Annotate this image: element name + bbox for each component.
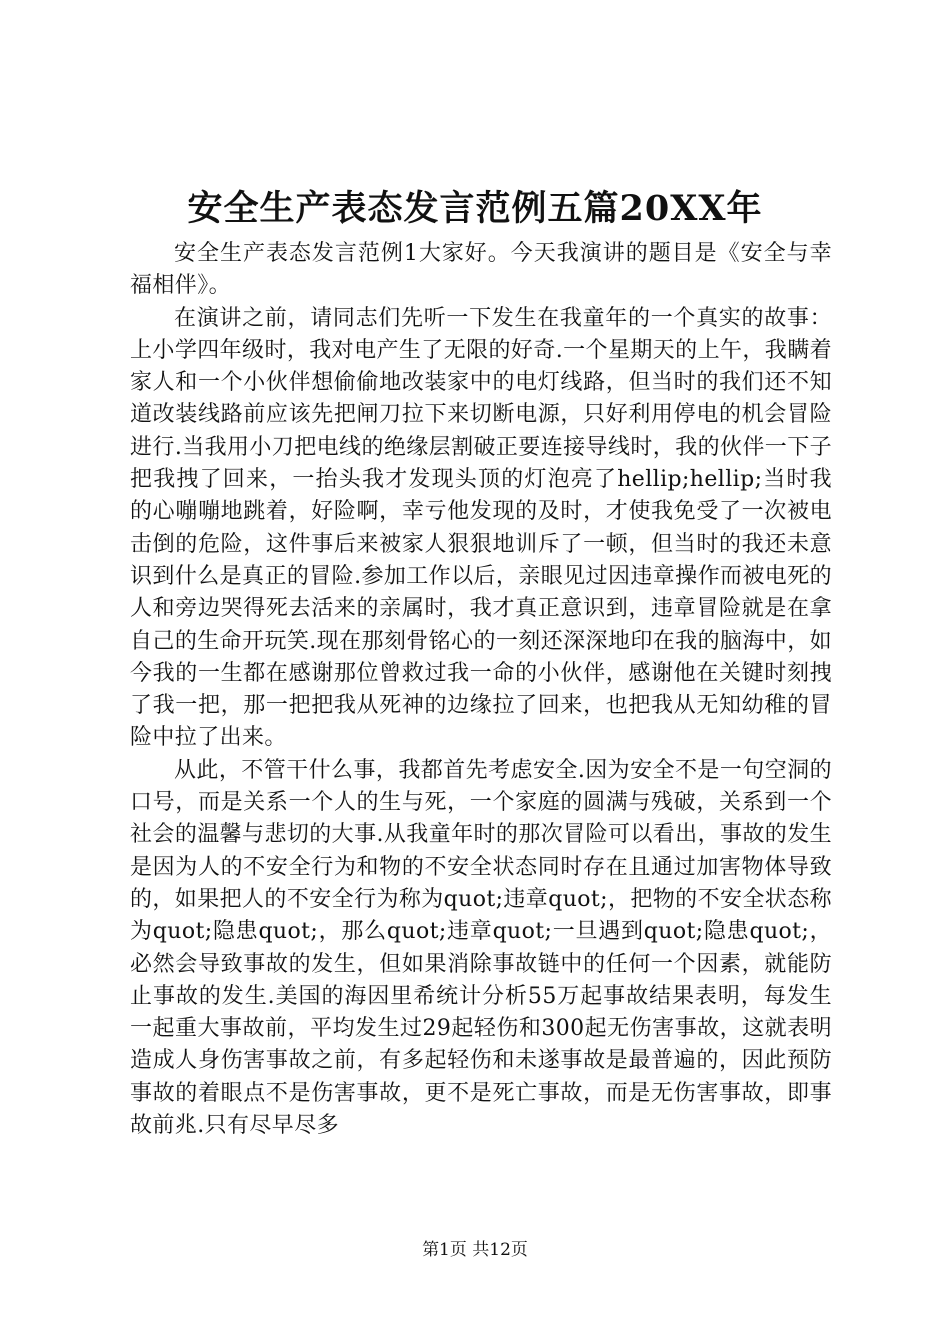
page-footer: 第1页 共12页 <box>422 1240 528 1260</box>
paragraph-1: 安全生产表态发言范例1大家好。今天我演讲的题目是《安全与幸福相伴》。 <box>130 241 832 299</box>
document-title: 安全生产表态发言范例五篇20XX年 <box>187 188 763 229</box>
paragraph-3: 从此，不管干什么事，我都首先考虑安全.因为安全不是一句空洞的口号，而是关系一个人的生与死，一个家庭的圆满与残破，关系到一个社会的温馨与悲切的大事.从我童年时的那次冒险可以看出，事故的发生是因为人的不安全行为和物的不安全状态同时存在且通过加害物体导致的，如果把人的不安全行为称为quot;违章quot;，把物的不安全状态称为quot;隐患quot;，那么quot;违章quot;一旦遇到quot;隐患quot;，必然会导致事故的发生，但如果消除事故链中的任何一个因素，就能防止事故的发生.美国的海因里希统计分析55万起事故结果表明，每发生一起重大事故前，平均发生过29起轻伤和300起无伤害事故，这就表明造成人身伤害事故之前，有多起轻伤和未遂事故是最普遍的，因此预防事故的着眼点不是伤害事故，更不是死亡事故，而是无伤害事故，即事故前兆.只有尽早尽多 <box>130 757 832 1139</box>
document-body <box>130 238 832 1142</box>
paragraph-2: 在演讲之前，请同志们先听一下发生在我童年的一个真实的故事：上小学四年级时，我对电产生了无限的好奇.一个星期天的上午，我瞒着家人和一个小伙伴想偷偷地改装家中的电灯线路，但当时的我们还不知道改装线路前应该先把闸刀拉下来切断电源，只好利用停电的机会冒险进行.当我用小刀把电线的绝缘层割破正要连接导线时，我的伙伴一下子把我拽了回来，一抬头我才发现头顶的灯泡亮了hellip;hellip;当时我的心嘣嘣地跳着，好险啊，幸亏他发现的及时，才使我免受了一次被电击倒的危险，这件事后来被家人狠狠地训斥了一顿，但当时的我还未意识到什么是真正的冒险.参加工作以后，亲眼见过因违章操作而被电死的人和旁边哭得死去活来的亲属时，我才真正意识到，违章冒险就是在拿自己的生命开玩笑.现在那刻骨铭心的一刻还深深地印在我的脑海中，如今我的一生都在感谢那位曾救过我一命的小伙伴，感谢他在关键时刻拽了我一把，那一把把我从死神的边缘拉了回来，也把我从无知幼稚的冒险中拉了出来。 <box>130 305 832 751</box>
